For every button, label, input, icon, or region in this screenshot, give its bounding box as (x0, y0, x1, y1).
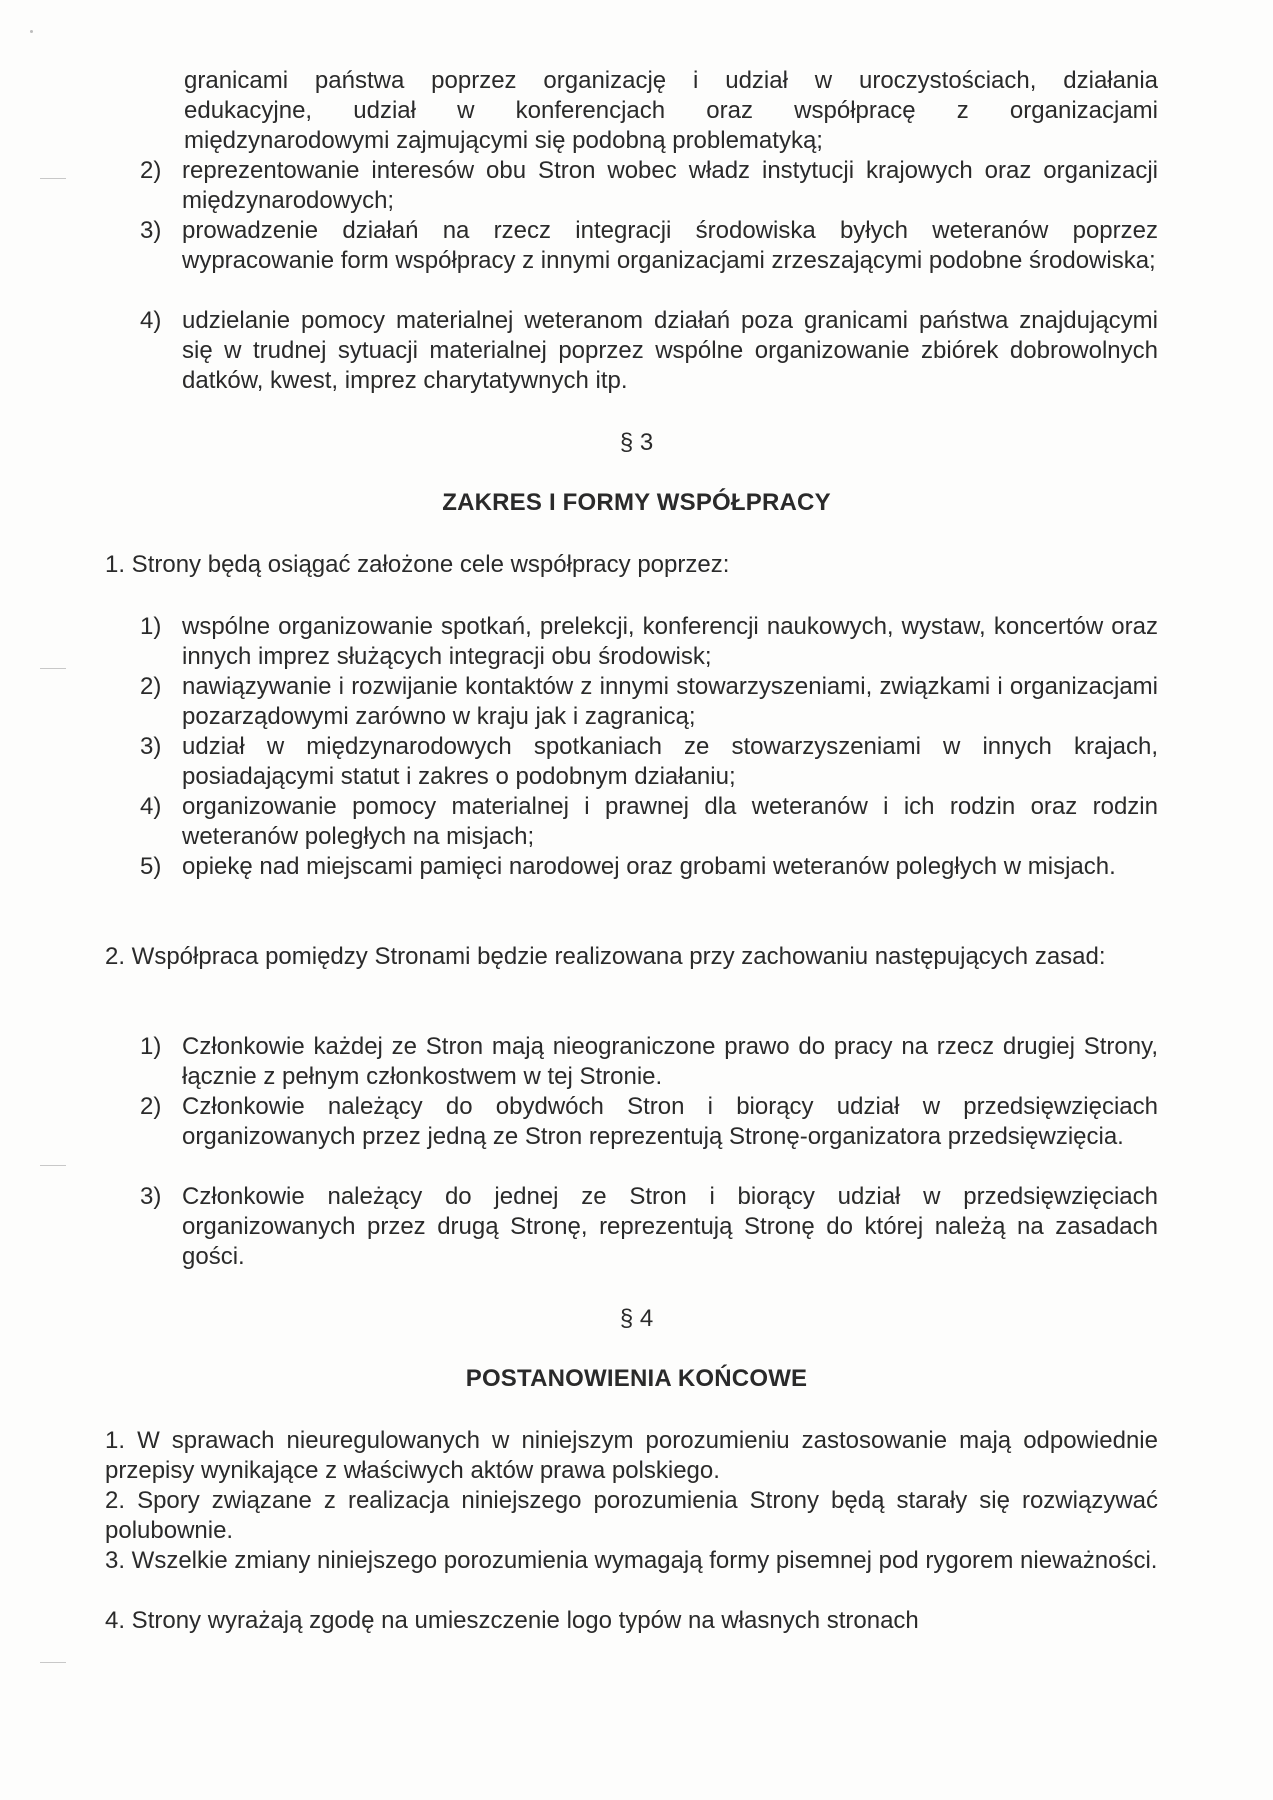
paragraph: 1. W sprawach nieuregulowanych w niniejszym porozumieniu zastosowanie mają odpowiednie przepisy wynikające z właściwych aktów prawa polskiego. (105, 1427, 1158, 1484)
scan-mark (40, 1662, 66, 1663)
list-item (140, 216, 1158, 276)
list-item (140, 672, 1158, 732)
list-item (140, 1032, 1158, 1092)
item-number: 2) (140, 673, 162, 700)
item-text: udział w międzynarodowych spotkaniach ze stowarzyszeniami w innych krajach, posiadającymi statut i zakres o podobnym działaniu; (182, 733, 1158, 790)
item-number: 3) (140, 1183, 162, 1210)
scan-mark (40, 1165, 66, 1166)
item-text: Członkowie należący do jednej ze Stron i biorący udział w przedsięwzięciach organizowanych przez drugą Stronę, reprezentują Stronę do której należą na zasadach gości. (182, 1183, 1158, 1270)
item-number: 4) (140, 793, 162, 820)
item-number: 1) (140, 613, 162, 640)
list-item (140, 1092, 1158, 1152)
item-number: 4) (140, 307, 162, 334)
list-item (140, 306, 1158, 396)
item-text: wspólne organizowanie spotkań, prelekcji, konferencji naukowych, wystaw, koncertów oraz innych imprez służących integracji obu środowisk; (182, 613, 1158, 670)
paragraph: 2. Spory związane z realizacja niniejszego porozumienia Strony będą starały się rozwiązywać polubownie. (105, 1487, 1158, 1544)
section-symbol: § 4 (619, 1305, 654, 1332)
item-text: Członkowie każdej ze Stron mają nieograniczone prawo do pracy na rzecz drugiej Strony, łącznie z pełnym członkostwem w tej Stronie. (182, 1033, 1158, 1090)
item-number: 2) (140, 1093, 162, 1120)
scan-mark (40, 668, 66, 669)
list-item (140, 156, 1158, 216)
item-number: 5) (140, 853, 162, 880)
intro-line: międzynarodowymi zajmującymi się podobną problematyką; (184, 127, 823, 154)
item-text: nawiązywanie i rozwijanie kontaktów z innymi stowarzyszeniami, związkami i organizacjami pozarządowymi zarówno w kraju jak i zagranicą; (182, 673, 1158, 730)
section-title: ZAKRES I FORMY WSPÓŁPRACY (442, 489, 831, 516)
list-item (140, 612, 1158, 672)
item-text: Członkowie należący do obydwóch Stron i biorący udział w przedsięwzięciach organizowanych przez jedną ze Stron reprezentują Stronę-organizatora przedsięwzięcia. (182, 1093, 1158, 1150)
intro-line: granicami państwa poprzez organizację i udział w uroczystościach, działania (184, 67, 1158, 94)
item-number: 1) (140, 1033, 162, 1060)
paragraph: 2. Współpraca pomiędzy Stronami będzie realizowana przy zachowaniu następujących zasad: (105, 943, 1106, 970)
list-item (140, 852, 1158, 882)
item-text: opiekę nad miejscami pamięci narodowej oraz grobami weteranów poległych w misjach. (182, 853, 1116, 880)
scan-mark (40, 178, 66, 179)
intro-paragraph (184, 66, 1158, 156)
paragraph: 4. Strony wyrażają zgodę na umieszczenie logo typów na własnych stronach (105, 1607, 919, 1634)
list-item (140, 732, 1158, 792)
list-item (140, 792, 1158, 852)
paragraph: 3. Wszelkie zmiany niniejszego porozumienia wymagają formy pisemnej pod rygorem nieważności. (105, 1547, 1158, 1574)
item-number: 2) (140, 157, 162, 184)
item-number: 3) (140, 733, 162, 760)
section-title: POSTANOWIENIA KOŃCOWE (465, 1365, 808, 1392)
item-number: 3) (140, 217, 162, 244)
scan-speck (30, 30, 33, 33)
intro-line: edukacyjne, udział w konferencjach oraz współpracę z organizacjami (184, 97, 1158, 124)
paragraph: 1. Strony będą osiągać założone cele współpracy poprzez: (105, 551, 730, 578)
section-symbol: § 3 (619, 429, 654, 456)
item-text: udzielanie pomocy materialnej weteranom działań poza granicami państwa znajdującymi się w trudnej sytuacji materialnej poprzez wspólne organizowanie zbiórek dobrowolnych datków, kwest, imprez charytatywnych itp. (182, 307, 1158, 394)
list-item (140, 1182, 1158, 1272)
item-text: prowadzenie działań na rzecz integracji środowiska byłych weteranów poprzez wypracowanie form współpracy z innymi organizacjami zrzeszającymi podobne środowiska; (182, 217, 1158, 274)
item-text: reprezentowanie interesów obu Stron wobec władz instytucji krajowych oraz organizacji międzynarodowych; (182, 157, 1158, 214)
item-text: organizowanie pomocy materialnej i prawnej dla weteranów i ich rodzin oraz rodzin weteranów poległych na misjach; (182, 793, 1158, 850)
